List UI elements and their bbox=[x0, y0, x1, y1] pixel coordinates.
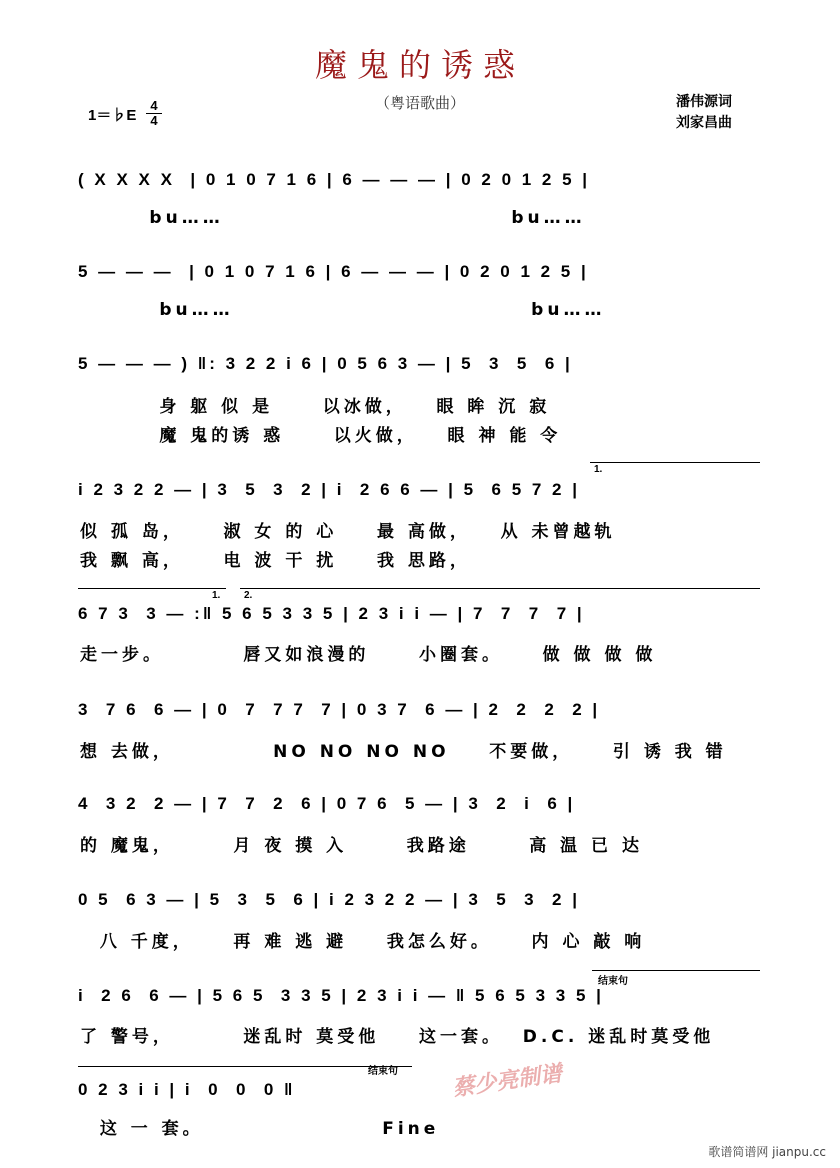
staff-row-7: 4 3 2 2 — | 7 7 2 6 | 0 7 6 5 — | 3 2 i 6 | bbox=[78, 794, 576, 813]
lyric-row-7: 的 魔鬼， 月 夜 摸 入 我路途 高 温 已 达 bbox=[80, 836, 643, 856]
volta-rule bbox=[590, 462, 760, 463]
volta-rule-2 bbox=[240, 588, 760, 589]
lyric-row-3b: 魔 鬼的诱 惑 以火做， 眼 神 能 令 bbox=[80, 426, 562, 446]
lyric-row-4a: 似 孤 岛， 淑 女 的 心 最 高做， 从 未曾越轨 bbox=[80, 522, 616, 542]
staff-row-1: ( X X X X | 0 1 0 7 1 6 | 6 — — — | 0 2 0 1 2 5 | bbox=[78, 170, 591, 189]
end-phrase-rule-1 bbox=[592, 970, 760, 971]
volta-1-marker: 1. bbox=[594, 464, 603, 475]
staff-row-4: i 2 3 2 2 — | 3 5 3 2 | i 2 6 6 — | 5 6 5 7 2 | bbox=[78, 480, 580, 499]
page-title: 魔鬼的诱惑 bbox=[314, 46, 525, 84]
site-footer: 歌谱简谱网 jianpu.cc bbox=[708, 1145, 826, 1159]
lyric-row-3a: 身 躯 似 是 以冰做， 眼 眸 沉 寂 bbox=[80, 397, 551, 417]
end-phrase-rule-2 bbox=[78, 1066, 412, 1067]
end-phrase-marker-1: 结束句 bbox=[598, 976, 628, 987]
time-bottom: 4 bbox=[146, 113, 162, 128]
staff-row-10: 0 2 3 i i | i 0 0 0 ‖ bbox=[78, 1080, 296, 1099]
lyric-row-2: bu…… bu…… bbox=[80, 300, 606, 320]
lyric-row-9: 了 警号， 迷乱时 莫受他 这一套。 D.C. 迷乱时莫受他 bbox=[80, 1027, 715, 1047]
song-subtitle: （粤语歌曲） bbox=[374, 94, 465, 112]
lyric-row-6: 想 去做， NO NO NO NO 不要做， 引 诱 我 错 bbox=[80, 742, 727, 762]
end-phrase-marker-2: 结束句 bbox=[368, 1066, 398, 1077]
credits bbox=[676, 92, 732, 134]
volta-2-marker: 2. bbox=[244, 590, 253, 601]
volta-rule-1 bbox=[78, 588, 226, 589]
staff-row-9: i 2 6 6 — | 5 6 5 3 3 5 | 2 3 i i — ‖ 5 6 5 3 3 5 | bbox=[78, 986, 604, 1005]
lyric-row-4b: 我 飘 高， 电 波 干 扰 我 思路， bbox=[80, 551, 471, 571]
lyric-row-10: 这 一 套。 Fine bbox=[80, 1119, 440, 1139]
staff-row-6: 3 7 6 6 — | 0 7 7 7 7 | 0 3 7 6 — | 2 2 2 2 | bbox=[78, 700, 601, 719]
staff-row-3: 5 — — — ) ‖: 3 2 2 i 6 | 0 5 6 3 — | 5 3 5 6 | bbox=[78, 354, 573, 373]
arranger-watermark: 蔡少亮制谱 bbox=[451, 1061, 564, 1102]
staff-row-5: 6 7 3 3 — :‖ 5 6 5 3 3 5 | 2 3 i i — | 7 7 7 7 | bbox=[78, 604, 585, 623]
composer: 刘家昌曲 bbox=[676, 115, 732, 131]
key-signature: 1＝♭E bbox=[88, 107, 137, 124]
lyricist: 潘伟源词 bbox=[676, 94, 732, 110]
time-top: 4 bbox=[150, 98, 158, 113]
lyric-row-5: 走一步。 唇又如浪漫的 小圈套。 做 做 做 做 bbox=[80, 645, 657, 665]
time-signature bbox=[146, 99, 162, 128]
lyric-row-8: 八 千度， 再 难 逃 避 我怎么好。 内 心 敲 响 bbox=[80, 932, 646, 952]
staff-row-2: 5 — — — | 0 1 0 7 1 6 | 6 — — — | 0 2 0 1 2 5 | bbox=[78, 262, 589, 281]
staff-row-8: 0 5 6 3 — | 5 3 5 6 | i 2 3 2 2 — | 3 5 3 2 | bbox=[78, 890, 580, 909]
volta-1-end-marker: 1. bbox=[212, 590, 221, 601]
lyric-row-1: bu…… bu…… bbox=[80, 208, 586, 228]
